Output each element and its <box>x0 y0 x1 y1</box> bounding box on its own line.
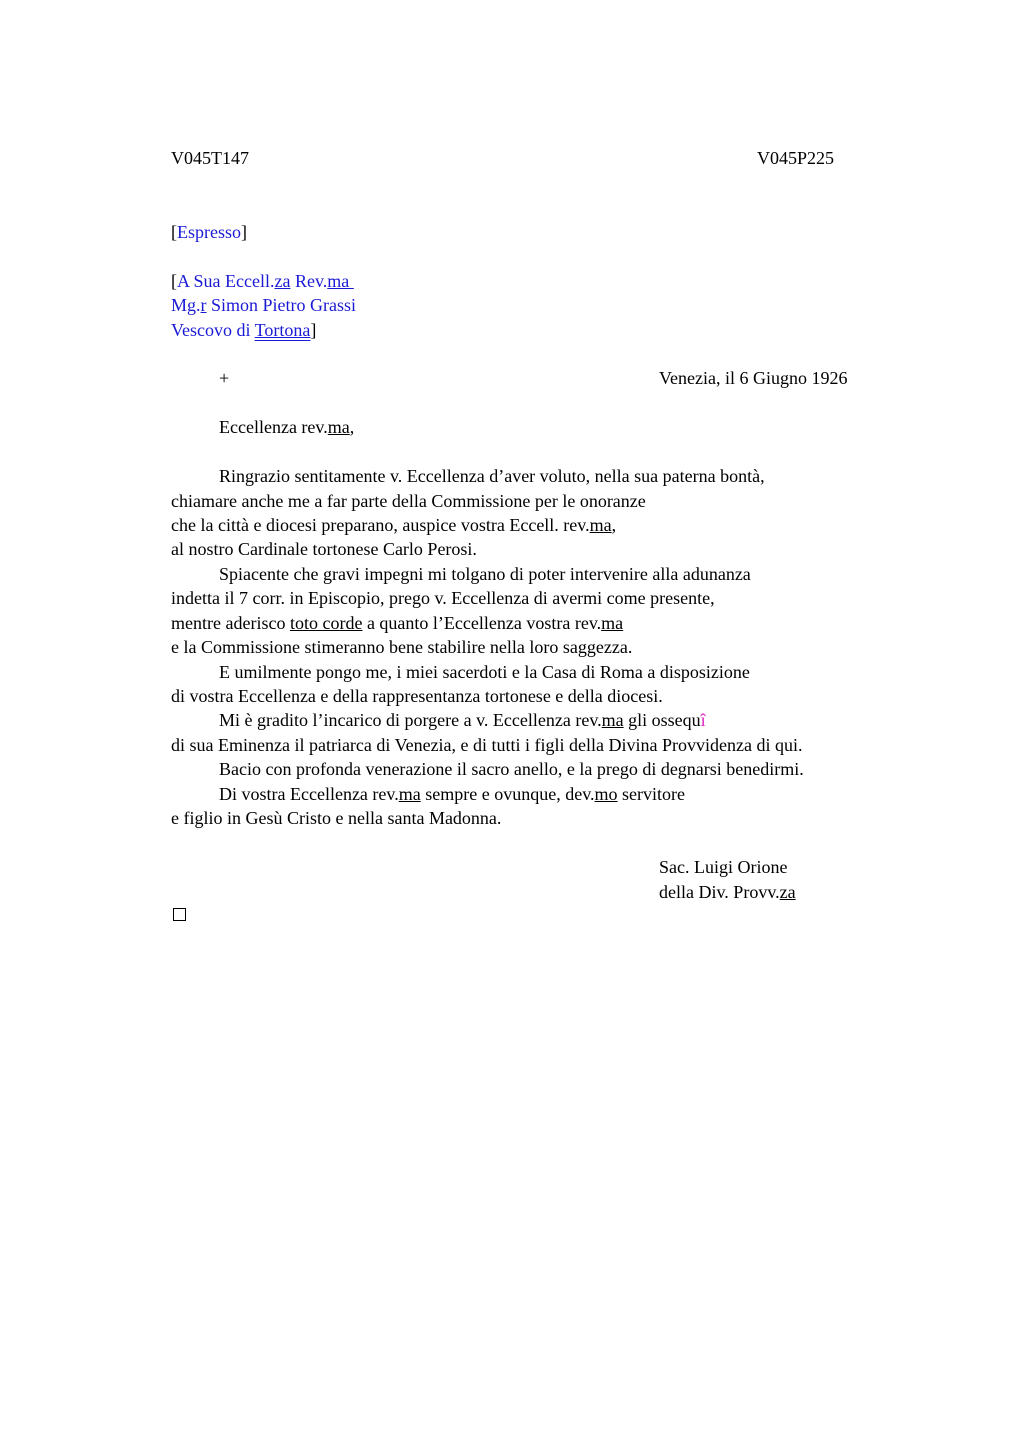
body-line: Mi è gradito l’incarico di porgere a v. Eccellenza rev.ma gli ossequî <box>219 710 706 730</box>
address-line-1: [A Sua Eccell.za Rev.ma <box>171 271 354 291</box>
body-line: di sua Eminenza il patriarca di Venezia, e di tutti i figli della Divina Provvidenza di qui. <box>171 735 803 755</box>
signature-name: Sac. Luigi Orione <box>659 857 788 877</box>
archive-code-left: V045T147 <box>171 148 249 168</box>
body-line: E umilmente pongo me, i miei sacerdoti e la Casa di Roma a disposizione <box>219 662 750 682</box>
body-line: chiamare anche me a far parte della Commissione per le onoranze <box>171 491 646 511</box>
signature-congregation: della Div. Provv.za <box>659 882 796 902</box>
delivery-label: Espresso <box>177 222 241 242</box>
cross-symbol: + <box>219 368 230 388</box>
archive-code-right: V045P225 <box>757 148 835 168</box>
body-line: di vostra Eccellenza e della rappresentanza tortonese e della diocesi. <box>171 686 663 706</box>
body-line: Bacio con profonda venerazione il sacro anello, e la prego di degnarsi benedirmi. <box>219 759 804 779</box>
body-line: Ringrazio sentitamente v. Eccellenza d’aver voluto, nella sua paterna bontà, <box>219 466 765 486</box>
letter-date: Venezia, il 6 Giugno 1926 <box>659 368 848 388</box>
delivery-note: [Espresso] <box>171 222 247 242</box>
end-of-document-box <box>173 908 186 921</box>
body-line: che la città e diocesi preparano, auspice vostra Eccell. rev.ma, <box>171 515 617 535</box>
body-line: e figlio in Gesù Cristo e nella santa Madonna. <box>171 808 502 828</box>
body-line: Di vostra Eccellenza rev.ma sempre e ovunque, dev.mo servitore <box>219 784 686 804</box>
body-line: indetta il 7 corr. in Episcopio, prego v. Eccellenza di avermi come presente, <box>171 588 715 608</box>
body-line: Spiacente che gravi impegni mi tolgano di poter intervenire alla adunanza <box>219 564 751 584</box>
salutation: Eccellenza rev.ma, <box>219 417 355 437</box>
address-line-2: Mg.r Simon Pietro Grassi <box>171 295 357 315</box>
body-line: mentre aderisco toto corde a quanto l’Eccellenza vostra rev.ma <box>171 613 624 633</box>
body-line: e la Commissione stimeranno bene stabilire nella loro saggezza. <box>171 637 633 657</box>
address-line-3: Vescovo di Tortona] <box>171 320 317 340</box>
body-line: al nostro Cardinale tortonese Carlo Perosi. <box>171 539 477 559</box>
